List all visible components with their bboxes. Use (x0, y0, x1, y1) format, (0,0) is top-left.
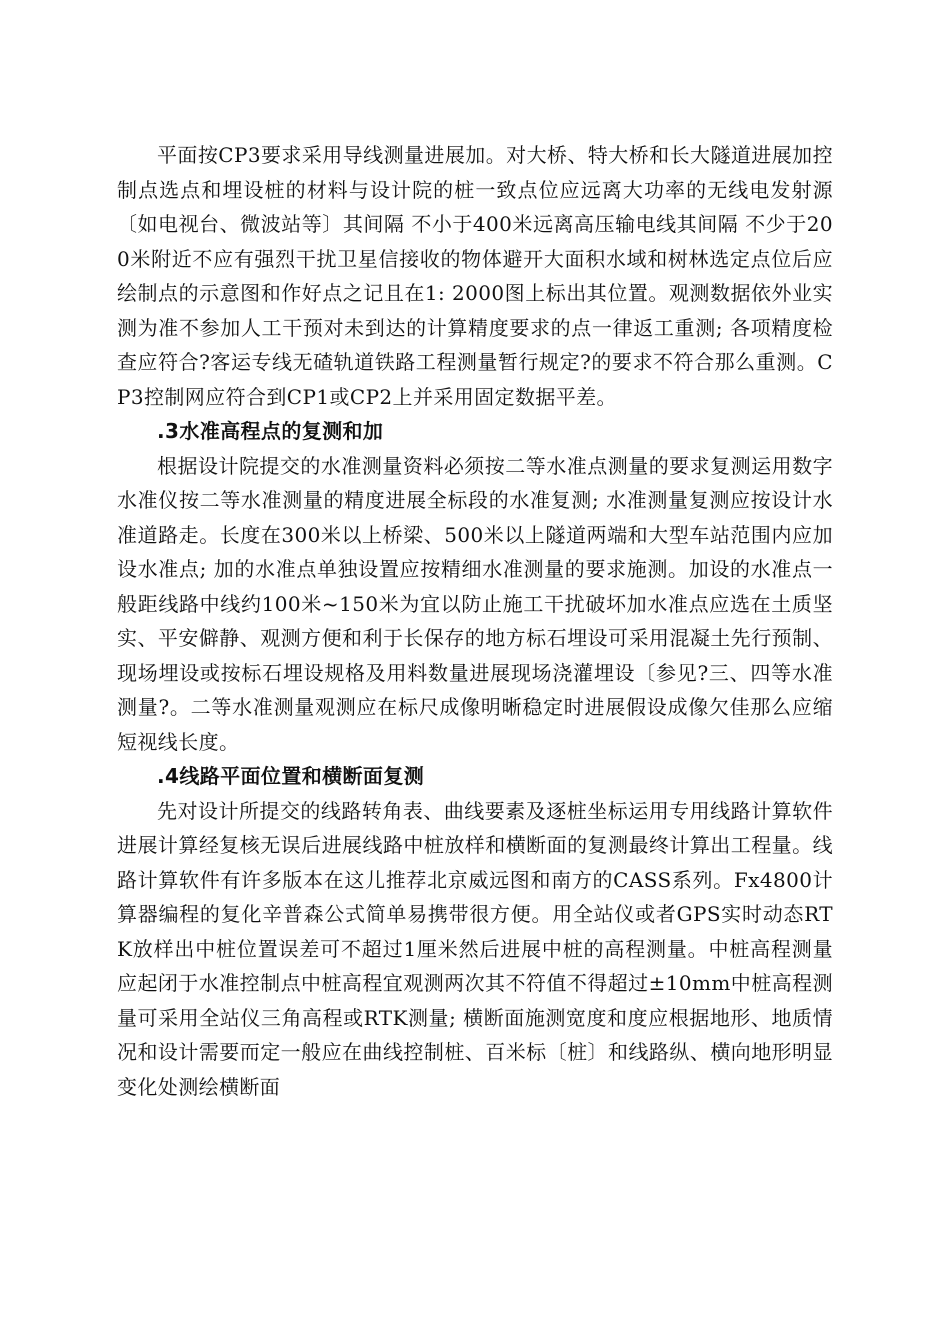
document-body (117, 138, 833, 1104)
section-heading-route-survey: .4线路平面位置和横断面复测 (157, 764, 425, 788)
section-heading-leveling: .3水准高程点的复测和加 (157, 419, 384, 443)
paragraph-plane-control: 平面按CP3要求采用导线测量进展加。对大桥、特大桥和长大隧道进展加控制点选点和埋设桩的材料与设计院的桩一致点位应远离大功率的无线电发射源〔如电视台、微波站等〕其间隔 不小于400米远离高压输电线其间隔 不少于200米附近不应有强烈干扰卫星信接收的物体避开大面积水域和树林选定点位后应绘制点的示意图和作好点之记且在1: 2000图上标出其位置。观测数据依外业实测为准不参加人工干预对未到达的计算精度要求的点一律返工重测; 各项精度检查应符合?客运专线无碴轨道铁路工程测量暂行规定?的要求不符合那么重测。CP3控制网应符合到CP1或CP2上并采用固定数据平差。 (117, 143, 833, 409)
paragraph-leveling: 根据设计院提交的水准测量资料必须按二等水准点测量的要求复测运用数字水准仪按二等水准测量的精度进展全标段的水准复测; 水准测量复测应按设计水准道路走。长度在300米以上桥梁、500米以上隧道两端和大型车站范围内应加设水准点; 加的水准点单独设置应按精细水准测量的要求施测。加设的水准点一般距线路中线约100米~150米为宜以防止施工干扰破坏加水准点应选在土质坚实、平安僻静、观测方便和利于长保存的地方标石埋设可采用混凝土先行预制、现场埋设或按标石埋设规格及用料数量进展现场浇灌埋设〔参见?三、四等水准测量?。二等水准测量观测应在标尺成像明晰稳定时进展假设成像欠佳那么应缩短视线长度。 (117, 453, 833, 754)
paragraph-route-survey: 先对设计所提交的线路转角表、曲线要素及逐桩坐标运用专用线路计算软件进展计算经复核无误后进展线路中桩放样和横断面的复测最终计算出工程量。线路计算软件有许多版本在这儿推荐北京威远图和南方的CASS系列。Fx4800计算器编程的复化辛普森公式简单易携带很方便。用全站仪或者GPS实时动态RTK放样出中桩位置误差可不超过1厘米然后进展中桩的高程测量。中桩高程测量应起闭于水准控制点中桩高程宜观测两次其不符值不得超过±10mm中桩高程测量可采用全站仪三角高程或RTK测量; 横断面施测宽度和度应根据地形、地质情况和设计需要而定一般应在曲线控制桩、百米标〔桩〕和线路纵、横向地形明显变化处测绘横断面 (117, 798, 833, 1099)
